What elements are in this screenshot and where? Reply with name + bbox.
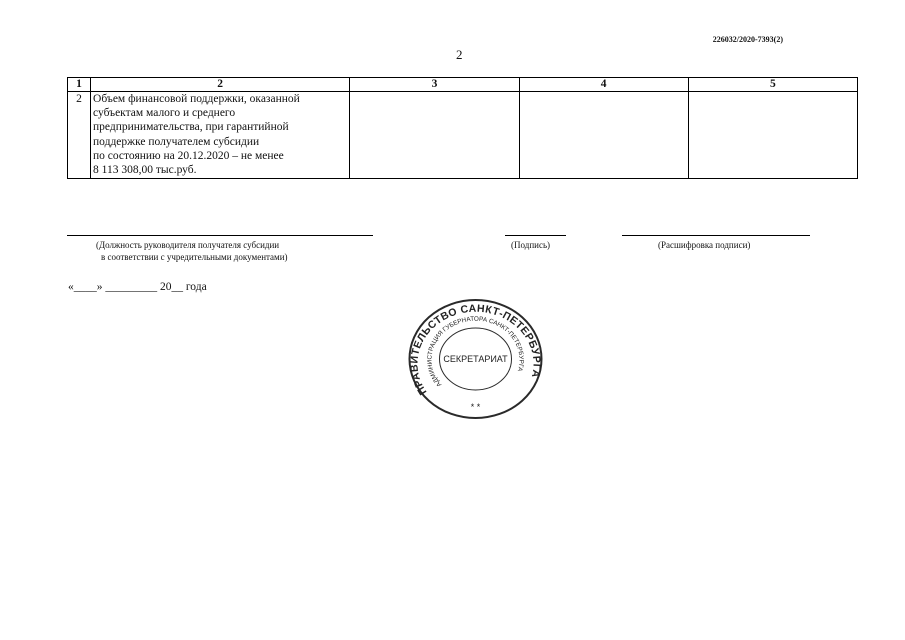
date-line: «____» _________ 20__ года [68,281,207,293]
position-caption-line: в соответствии с учредительными документами) [101,252,288,262]
row-number: 2 [68,92,91,179]
official-seal-icon [407,298,544,420]
row-description [91,92,350,179]
table-cell [519,92,688,179]
description-line: предпринимательства, при гарантийной [93,121,289,134]
column-header: 3 [350,78,519,92]
description-line: 8 113 308,00 тыс.руб. [93,164,197,177]
seal-center-text: СЕКРЕТАРИАТ [443,354,508,364]
description-line: по состоянию на 20.12.2020 – не менее [93,149,284,162]
decoding-signature-line [622,235,810,236]
position-caption-line: (Должность руководителя получателя субсидии [96,240,280,250]
column-header: 5 [688,78,857,92]
position-signature-line [67,235,373,236]
description-line: субъектам малого и среднего [93,107,236,120]
table-row [68,92,858,179]
seal-outer-text: ПРАВИТЕЛЬСТВО САНКТ-ПЕТЕРБУРГА [408,302,543,398]
decoding-caption: (Расшифровка подписи) [658,240,751,250]
svg-text:АДМИНИСТРАЦИЯ ГУБЕРНАТОРА САНК [426,316,524,388]
position-caption [96,239,288,263]
document-number: 226032/2020-7393(2) [712,35,783,44]
table-cell [688,92,857,179]
column-header: 1 [68,78,91,92]
signature-line [505,235,566,236]
indicator-table [67,77,858,179]
signature-caption: (Подпись) [511,240,551,250]
seal-stars: * * [470,402,481,412]
description-line: поддержке получателем субсидии [93,135,260,148]
seal-inner-text: АДМИНИСТРАЦИЯ ГУБЕРНАТОРА САНКТ-ПЕТЕРБУРГА [426,315,525,388]
page-number: 2 [456,47,463,62]
table-cell [350,92,519,179]
description-line: Объем финансовой поддержки, оказанной [93,93,300,105]
column-header: 4 [519,78,688,92]
table-header-row [68,78,858,92]
column-header: 2 [91,78,350,92]
